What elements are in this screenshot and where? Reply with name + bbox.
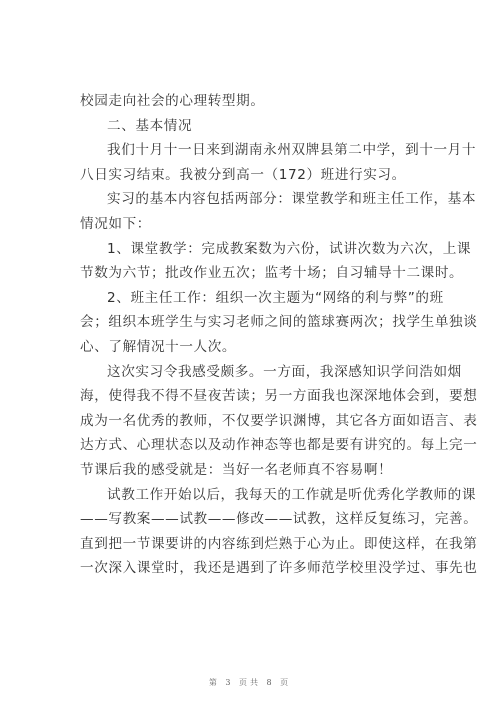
text-line: 节数为六节；批改作业五次；监考十场；自习辅导十二课时。 (80, 265, 464, 282)
text-line: 这次实习令我感受颇多。一方面，我深感知识学问浩如烟 (107, 363, 462, 380)
text-line: 实习的基本内容包括两部分：课堂教学和班主任工作，基本 (107, 191, 477, 208)
section-heading: 二、基本情况 (107, 117, 193, 134)
text-line: 海，使得我不得不昼夜苦读；另一方面我也深深地体会到，要想 (80, 388, 478, 405)
text-line: 直到把一节课要讲的内容练到烂熟于心为止。即使这样，在我第 (80, 535, 478, 552)
page-number-footer: 第 3 页共 8 页 (208, 678, 292, 687)
text-line: 一次深入课堂时，我还是遇到了许多师范学校里没学过、事先也 (80, 560, 478, 577)
text-line: 2、班主任工作：组织一次主题为“网络的利与弊”的班 (107, 289, 444, 306)
text-line: 会；组织本班学生与实习老师之间的篮球赛两次；找学生单独谈 (80, 314, 478, 331)
text-line: 达方式、心理状态以及动作神态等也都是要有讲究的。每上完一 (80, 437, 478, 454)
text-line: 校园走向社会的心理转型期。 (80, 93, 265, 109)
text-line: ——写教案——试教——修改——试教，这样反复练习，完善。 (80, 511, 478, 528)
document-body (80, 89, 478, 581)
text-line: 试教工作开始以后，我每天的工作就是听优秀化学教师的课 (107, 486, 477, 503)
text-line: 心、了解情况十一人次。 (80, 338, 237, 355)
text-line: 情况如下： (80, 215, 151, 232)
text-line: 节课后我的感受就是：当好一名老师真不容易啊！ (80, 461, 393, 478)
text-line: 成为一名优秀的教师，不仅要学识渊博，其它各方面如语言、表 (80, 412, 478, 429)
text-line: 1、课堂教学：完成教案数为六份，试讲次数为六次，上课 (107, 240, 472, 257)
text-line: 八日实习结束。我被分到高一（172）班进行实习。 (80, 166, 406, 183)
text-line: 我们十月十一日来到湖南永州双牌县第二中学，到十一月十 (107, 142, 477, 159)
